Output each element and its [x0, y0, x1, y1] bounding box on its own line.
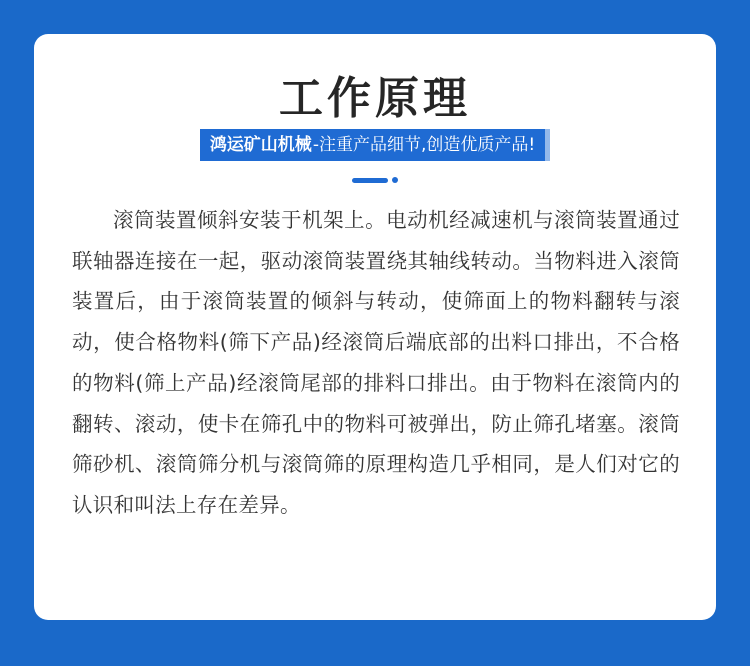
divider-dot	[392, 177, 398, 183]
description-paragraph: 滚筒装置倾斜安装于机架上。电动机经减速机与滚筒装置通过联轴器连接在一起，驱动滚筒装置绕其轴线转动。当物料进入滚筒装置后，由于滚筒装置的倾斜与转动，使筛面上的物料翻转与滚动，使合格物料(筛下产品)经滚筒后端底部的出料口排出，不合格的物料(筛上产品)经滚筒尾部的排料口排出。由于物料在滚筒内的翻转、滚动，使卡在筛孔中的物料可被弹出，防止筛孔堵塞。滚筒筛砂机、滚筒筛分机与滚筒筛的原理构造几乎相同，是人们对它的认识和叫法上存在差异。	[72, 208, 680, 517]
tagline-banner-wrap	[0, 129, 750, 161]
tagline-banner	[200, 129, 550, 161]
page-title: 工作原理	[279, 73, 471, 124]
tagline-brand: 鸿运矿山机械	[209, 135, 312, 155]
section-divider	[0, 177, 750, 183]
tagline-slogan: -注重产品细节,创造优质产品!	[312, 135, 536, 155]
divider-bar	[352, 178, 388, 183]
